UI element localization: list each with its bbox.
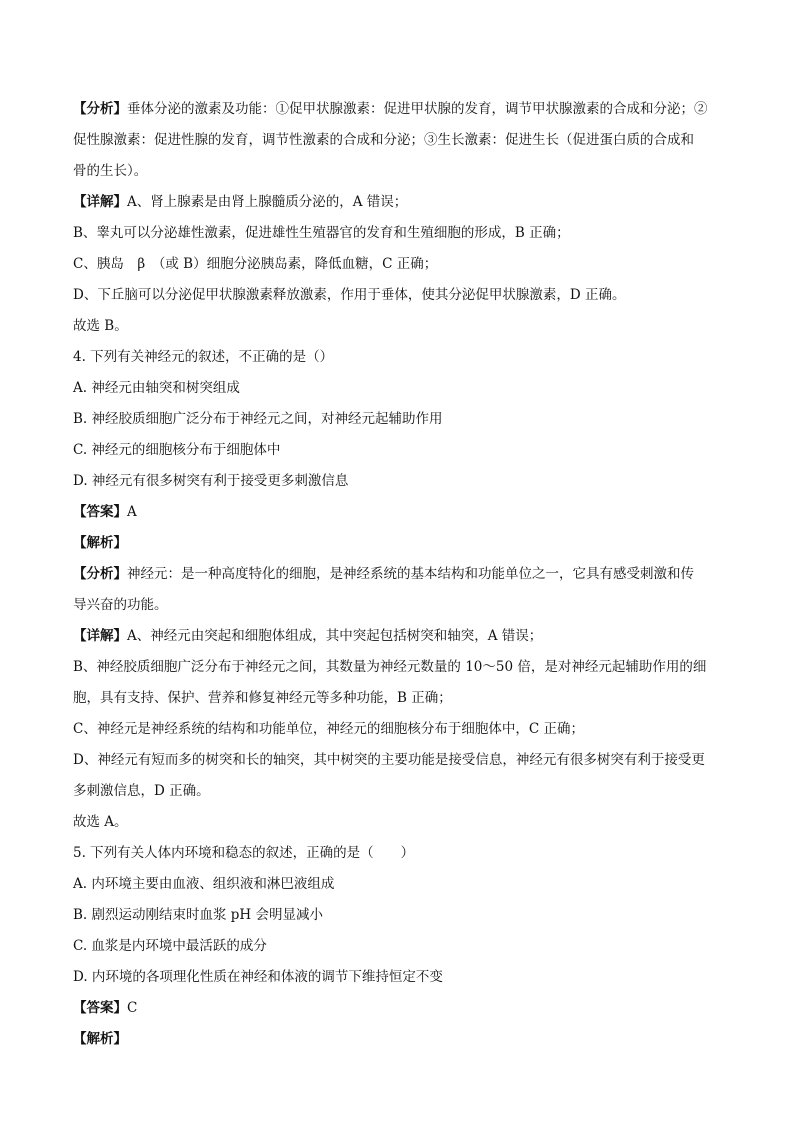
question-stem: 4. 下列有关神经元的叙述，不正确的是（） — [73, 349, 334, 365]
explain-line — [73, 1024, 728, 1055]
detail-line: D、下丘脑可以分泌促甲状腺激素释放激素，作用于垂体，使其分泌促甲状腺激素，D 正确。 — [73, 287, 626, 303]
question-option: A. 神经元由轴突和树突组成 — [73, 380, 240, 396]
detail-line: D、神经元有短而多的树突和长的轴突，其中树突的主要功能是接受信息，神经元有很多树突有利于接受更 — [73, 752, 705, 768]
detail-line: B、神经胶质细胞广泛分布于神经元之间，其数量为神经元数量的 10～50 倍，是对神经元起辅助作用的细 — [73, 659, 707, 675]
detail-line: C、神经元是神经系统的结构和功能单位，神经元的细胞核分布于细胞体中，C 正确； — [73, 721, 584, 737]
analysis-line: 骨的生长）。 — [73, 163, 148, 179]
question-option: B. 神经胶质细胞广泛分布于神经元之间，对神经元起辅助作用 — [73, 411, 443, 427]
detail-paragraph — [73, 187, 728, 218]
explain-tag: 【解析】 — [73, 1031, 127, 1047]
answer-line — [73, 497, 728, 528]
question-option: B. 剧烈运动刚结束时血浆 pH 会明显减小 — [73, 907, 324, 923]
analysis-line: 导兴奋的功能。 — [73, 597, 168, 613]
question-option: D. 神经元有很多树突有利于接受更多刺激信息 — [73, 473, 349, 489]
detail-line: A、神经元由突起和细胞体组成，其中突起包括树突和轴突，A 错误； — [127, 628, 543, 644]
analysis-line: 神经元：是一种高度特化的细胞，是神经系统的基本结构和功能单位之一，它具有感受刺激和传 — [127, 566, 694, 582]
analysis-paragraph — [73, 559, 728, 590]
question-option: C. 血浆是内环境中最活跃的成分 — [73, 938, 267, 954]
answer-value: C — [127, 1000, 138, 1016]
detail-line: A、肾上腺素是由肾上腺髓质分泌的，A 错误； — [127, 194, 408, 210]
explain-line — [73, 528, 728, 559]
detail-tag: 【详解】 — [73, 194, 127, 210]
question-option: C. 神经元的细胞核分布于细胞体中 — [73, 442, 281, 458]
analysis-line: 垂体分泌的激素及功能：①促甲状腺激素：促进甲状腺的发育，调节甲状腺激素的合成和分泌；② — [127, 101, 708, 117]
analysis-paragraph — [73, 94, 728, 125]
question-option: D. 内环境的各项理化性质在神经和体液的调节下维持恒定不变 — [73, 969, 443, 985]
question-stem: 5. 下列有关人体内环境和稳态的叙述，正确的是（ ） — [73, 845, 415, 861]
detail-line: C、胰岛 β （或 B）细胞分泌胰岛素，降低血糖，C 正确； — [73, 256, 438, 272]
conclusion-line: 故选 B。 — [73, 318, 128, 334]
detail-tag: 【详解】 — [73, 628, 127, 644]
question-option: A. 内环境主要由血液、组织液和淋巴液组成 — [73, 876, 335, 892]
analysis-tag: 【分析】 — [73, 566, 127, 582]
detail-line: B、睾丸可以分泌雄性激素，促进雄性生殖器官的发育和生殖细胞的形成，B 正确； — [73, 225, 570, 241]
document-page — [73, 94, 728, 1055]
answer-value: A — [127, 504, 137, 520]
analysis-line: 促性腺激素：促进性腺的发育，调节性激素的合成和分泌；③生长激素：促进生长（促进蛋白质的合成和 — [73, 132, 694, 148]
conclusion-line: 故选 A。 — [73, 814, 128, 830]
detail-paragraph — [73, 621, 728, 652]
answer-tag: 【答案】 — [73, 504, 127, 520]
answer-tag: 【答案】 — [73, 1000, 127, 1016]
detail-line: 胞，具有支持、保护、营养和修复神经元等多种功能，B 正确； — [73, 690, 452, 706]
detail-line: 多刺激信息，D 正确。 — [73, 783, 210, 799]
analysis-tag: 【分析】 — [73, 101, 127, 117]
explain-tag: 【解析】 — [73, 535, 127, 551]
answer-line — [73, 993, 728, 1024]
